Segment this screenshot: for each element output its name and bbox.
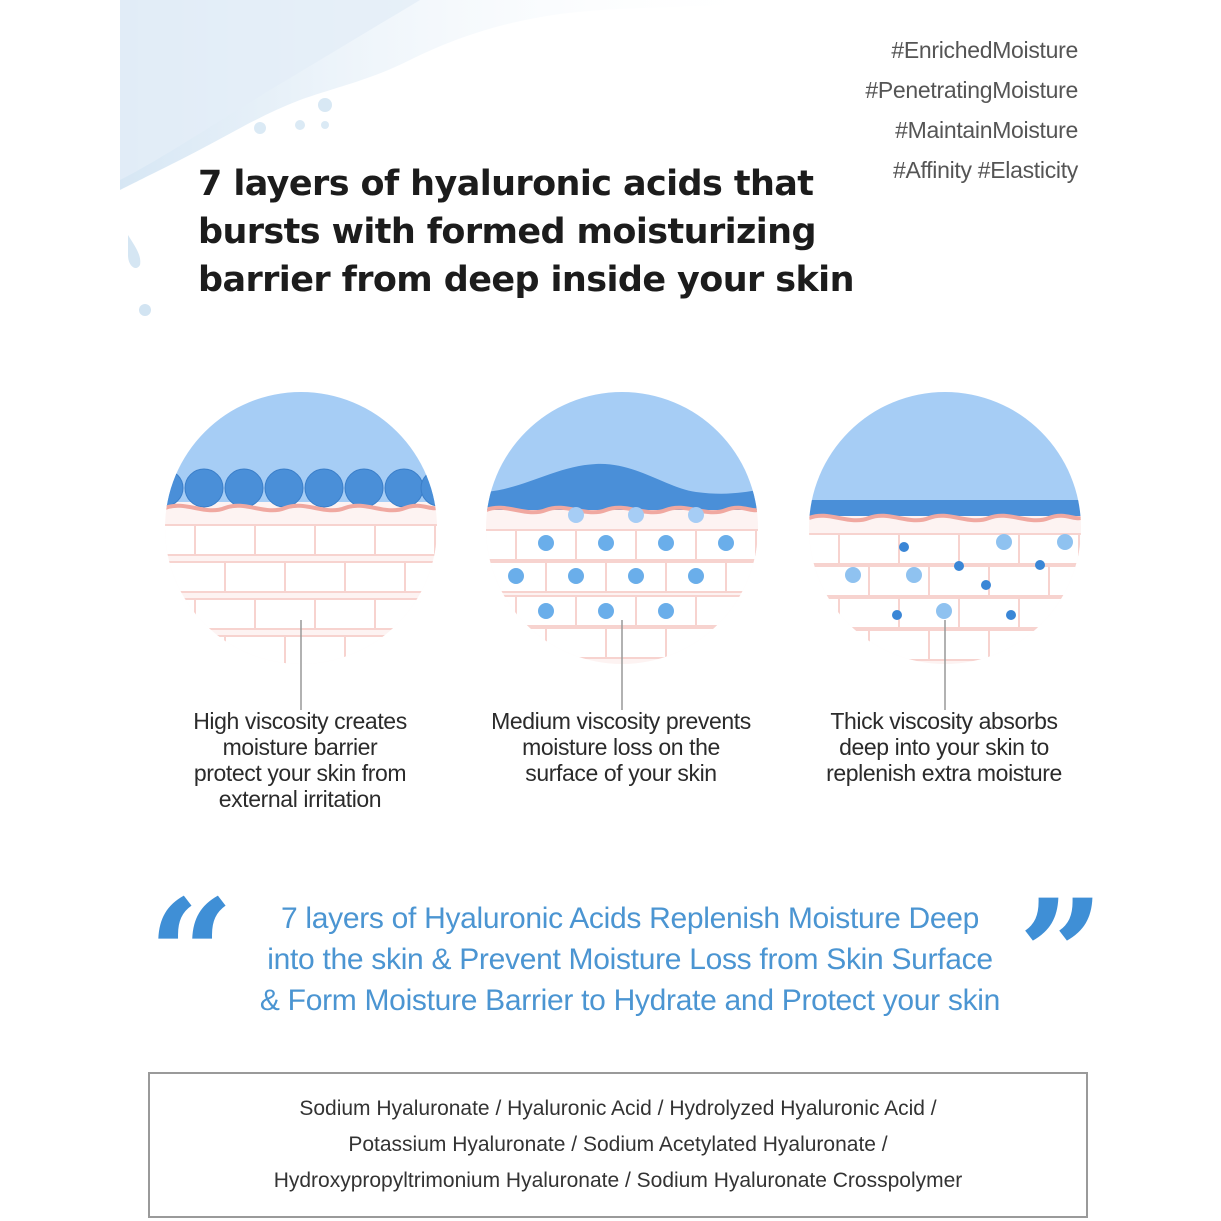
thick-viscosity-panel xyxy=(794,392,1094,786)
ingredients-box xyxy=(148,1072,1088,1218)
panel-caption: Medium viscosity prevents moisture loss on the surface of your skin xyxy=(491,708,751,786)
medium-viscosity-panel xyxy=(471,392,771,786)
quote-line: into the skin & Prevent Moisture Loss from Skin Surface xyxy=(267,943,993,976)
panel-caption: High viscosity creates moisture barrier protect your skin from external irritation xyxy=(193,708,407,812)
hashtag: #PenetratingMoisture xyxy=(865,77,1078,103)
medium-viscosity-skin-illustration xyxy=(486,392,758,712)
high-viscosity-skin-illustration xyxy=(165,392,437,712)
high-viscosity-panel xyxy=(150,392,450,812)
ingredients-line: Potassium Hyaluronate / Sodium Acetylated Hyaluronate / xyxy=(348,1133,888,1156)
headline-line: barrier from deep inside your skin xyxy=(198,260,854,300)
hashtag: #EnrichedMoisture xyxy=(891,37,1078,63)
close-quote-icon: ” xyxy=(1018,867,1105,1043)
quote-line: 7 layers of Hyaluronic Acids Replenish Moisture Deep xyxy=(280,902,980,935)
headline-line: bursts with formed moisturizing xyxy=(198,212,816,252)
thick-viscosity-skin-illustration xyxy=(809,392,1081,712)
quote-text xyxy=(200,898,1060,1021)
quote-line: & Form Moisture Barrier to Hydrate and Protect your skin xyxy=(259,984,1001,1017)
headline-line: 7 layers of hyaluronic acids that xyxy=(198,164,814,204)
panel-caption: Thick viscosity absorbs deep into your skin to replenish extra moisture xyxy=(826,708,1062,786)
hashtag: #MaintainMoisture xyxy=(895,117,1078,143)
ingredients-line: Hydroxypropyltrimonium Hyaluronate / Sodium Hyaluronate Crosspolymer xyxy=(273,1169,963,1192)
hashtag: #Affinity #Elasticity xyxy=(892,157,1078,183)
headline xyxy=(198,160,898,304)
ingredients-line: Sodium Hyaluronate / Hyaluronic Acid / Hydrolyzed Hyaluronic Acid / xyxy=(299,1097,937,1120)
open-quote-icon: “ xyxy=(148,867,235,1043)
